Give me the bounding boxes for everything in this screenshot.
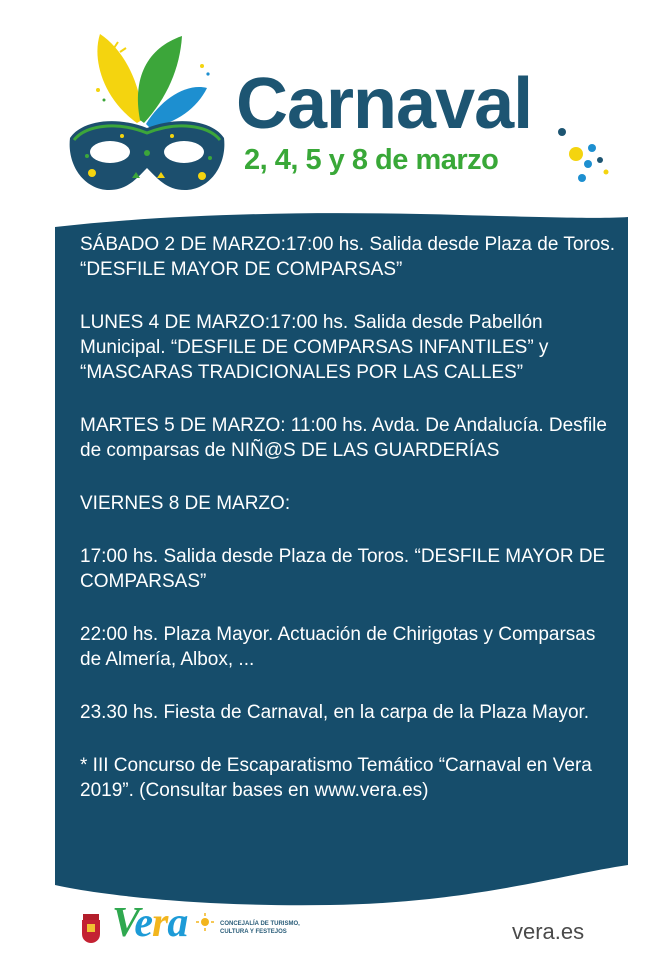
event-title: Carnaval (236, 64, 533, 144)
concejalia-label: CONCEJALÍA DE TURISMO, CULTURA Y FESTEJOS (220, 921, 300, 935)
program-item: SÁBADO 2 DE MARZO:17:00 hs. Salida desde Plaza de Toros. “DESFILE MAYOR DE COMPARSAS” (80, 234, 616, 280)
program-item: 17:00 hs. Salida desde Plaza de Toros. “DESFILE MAYOR DE COMPARSAS” (80, 546, 606, 592)
website-link[interactable]: vera.es (512, 919, 585, 944)
vera-logo: Vera (112, 900, 188, 946)
program-item: LUNES 4 DE MARZO:17:00 hs. Salida desde Pabellón Municipal. “DESFILE DE COMPARSAS INFANTILES” y “MASCARAS TRADICIONALES POR LAS CALLES” (80, 312, 549, 383)
program-note: * III Concurso de Escaparatismo Temático “Carnaval en Vera 2019”. (Consultar bases en www.vera.es) (80, 755, 592, 801)
poster-header (0, 0, 668, 220)
program-list (80, 232, 620, 831)
program-item: MARTES 5 DE MARZO: 11:00 hs. Avda. De Andalucía. Desfile de comparsas de NIÑ@S DE LAS GUARDERÍAS (80, 415, 607, 461)
program-item: VIERNES 8 DE MARZO: (80, 493, 291, 514)
program-item: 23.30 hs. Fiesta de Carnaval, en la carpa de la Plaza Mayor. (80, 702, 590, 723)
sun-icon (196, 913, 214, 931)
program-item: 22:00 hs. Plaza Mayor. Actuación de Chirigotas y Comparsas de Almería, Albox, ... (80, 624, 596, 670)
carnival-mask-icon (62, 28, 232, 208)
decorative-dots-icon (548, 120, 618, 190)
town-crest-icon (80, 912, 102, 944)
event-dates: 2, 4, 5 y 8 de marzo (244, 144, 499, 176)
